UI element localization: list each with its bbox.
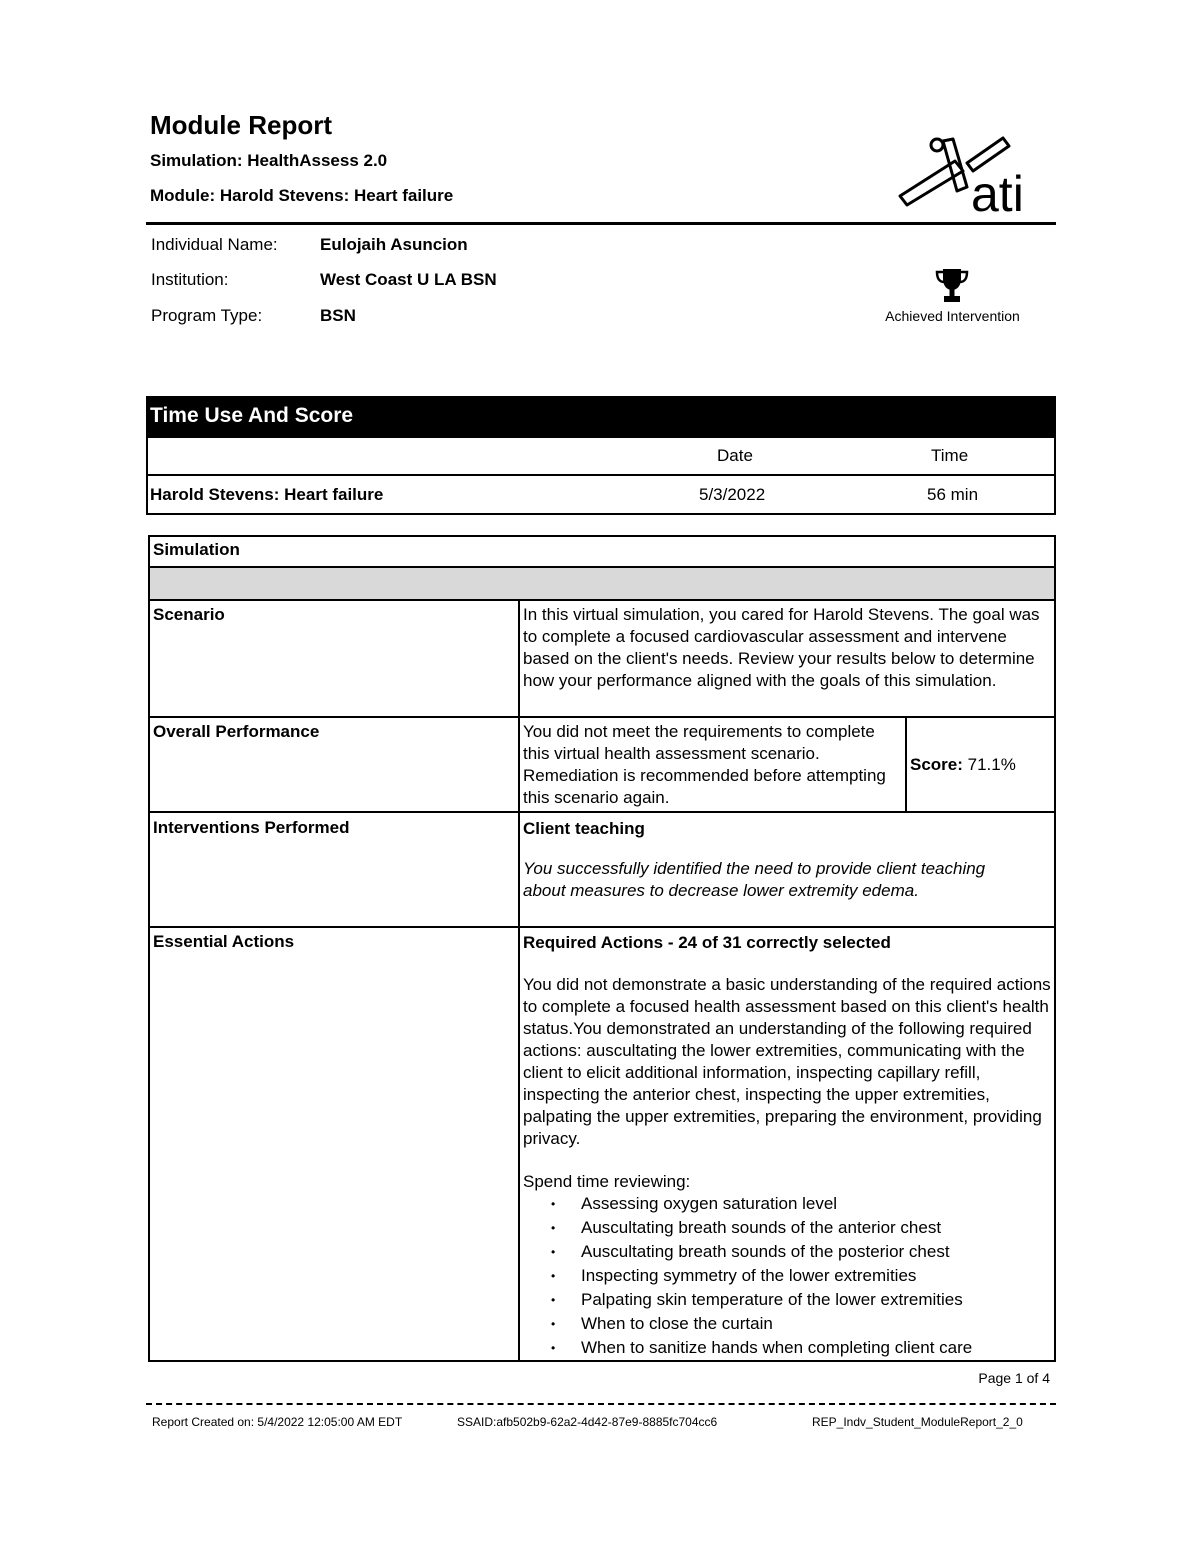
simulation-heading: Simulation	[153, 540, 240, 559]
report-id: REP_Indv_Student_ModuleReport_2_0	[812, 1415, 1023, 1429]
col-date-header: Date	[717, 446, 753, 465]
essential-actions-label: Essential Actions	[153, 932, 295, 951]
column-divider	[518, 599, 520, 1361]
row-divider	[148, 716, 1056, 718]
row-divider	[148, 926, 1056, 928]
achieved-intervention-label: Achieved Intervention	[885, 308, 1020, 324]
individual-name-label: Individual Name:	[151, 235, 278, 254]
essential-actions-text: You did not demonstrate a basic understanding of the required actions to complete a focused health assessment based on this client's health status.You demonstrated an understanding of the following required actions: auscultating the lower extremities, communicating with the client to elicit additional information, inspecting capillary refill, inspecting the anterior chest, inspecting the upper extremities, palpating the upper extremities, preparing the environment, providing privacy.	[523, 975, 1051, 1148]
gray-band	[150, 568, 1054, 599]
list-item: • When to close the curtain	[523, 1312, 1051, 1336]
trophy-icon	[934, 267, 970, 305]
list-item: • Assessing oxygen saturation level	[523, 1192, 1051, 1216]
interventions-label: Interventions Performed	[153, 818, 350, 837]
review-label: Spend time reviewing:	[523, 1172, 691, 1191]
page-title: Module Report	[150, 110, 332, 140]
simulation-line: Simulation: HealthAssess 2.0	[150, 151, 388, 170]
list-item: • Palpating skin temperature of the lower extremities	[523, 1288, 1051, 1312]
list-item: • When to sanitize hands when completing client care	[523, 1336, 1051, 1360]
individual-name-value: Eulojaih Asuncion	[320, 235, 468, 254]
time-use-divider	[146, 474, 1056, 476]
footer-divider	[146, 1403, 1056, 1405]
score-value: 71.1%	[962, 755, 1016, 774]
program-type-label: Program Type:	[151, 306, 263, 325]
time-use-row-time: 56 min	[927, 485, 979, 504]
interventions-title: Client teaching	[523, 819, 645, 838]
time-use-row-name: Harold Stevens: Heart failure	[150, 485, 384, 504]
review-list	[523, 1192, 1051, 1360]
time-use-row-date: 5/3/2022	[699, 485, 766, 504]
score-label: Score:	[910, 755, 963, 774]
header-divider	[146, 222, 1056, 225]
scenario-label: Scenario	[153, 605, 225, 624]
page-number: Page 1 of 4	[978, 1370, 1050, 1386]
overall-performance-label: Overall Performance	[153, 722, 320, 741]
module-line: Module: Harold Stevens: Heart failure	[150, 186, 454, 205]
report-created: Report Created on: 5/4/2022 12:05:00 AM EDT	[152, 1415, 403, 1429]
logo-text: ati	[971, 166, 1024, 215]
program-type-value: BSN	[320, 306, 356, 325]
row-divider	[148, 599, 1056, 601]
ati-logo	[895, 133, 1040, 215]
score	[910, 755, 1016, 775]
scenario-text: In this virtual simulation, you cared for Harold Stevens. The goal was to complete a focused cardiovascular assessment and intervene based on the client's needs. Review your results below to determine how your performance aligned with the goals of this simulation.	[523, 605, 1040, 690]
ssaid: SSAID:afb502b9-62a2-4d42-87e9-8885fc704cc6	[457, 1415, 718, 1429]
score-divider	[905, 716, 907, 812]
list-item: • Inspecting symmetry of the lower extremities	[523, 1264, 1051, 1288]
time-use-heading: Time Use And Score	[146, 396, 1056, 438]
essential-actions-title: Required Actions - 24 of 31 correctly selected	[523, 933, 891, 952]
col-time-header: Time	[931, 446, 969, 465]
institution-label: Institution:	[151, 270, 229, 289]
interventions-text: You successfully identified the need to provide client teaching about measures to decrease lower extremity edema.	[523, 859, 986, 900]
overall-performance-text: You did not meet the requirements to complete this virtual health assessment scenario. Remediation is recommended before attempting this scenario again.	[523, 722, 886, 807]
list-item: • Auscultating breath sounds of the anterior chest	[523, 1216, 1051, 1240]
institution-value: West Coast U LA BSN	[320, 270, 497, 289]
row-divider	[148, 811, 1056, 813]
list-item: • Auscultating breath sounds of the posterior chest	[523, 1240, 1051, 1264]
